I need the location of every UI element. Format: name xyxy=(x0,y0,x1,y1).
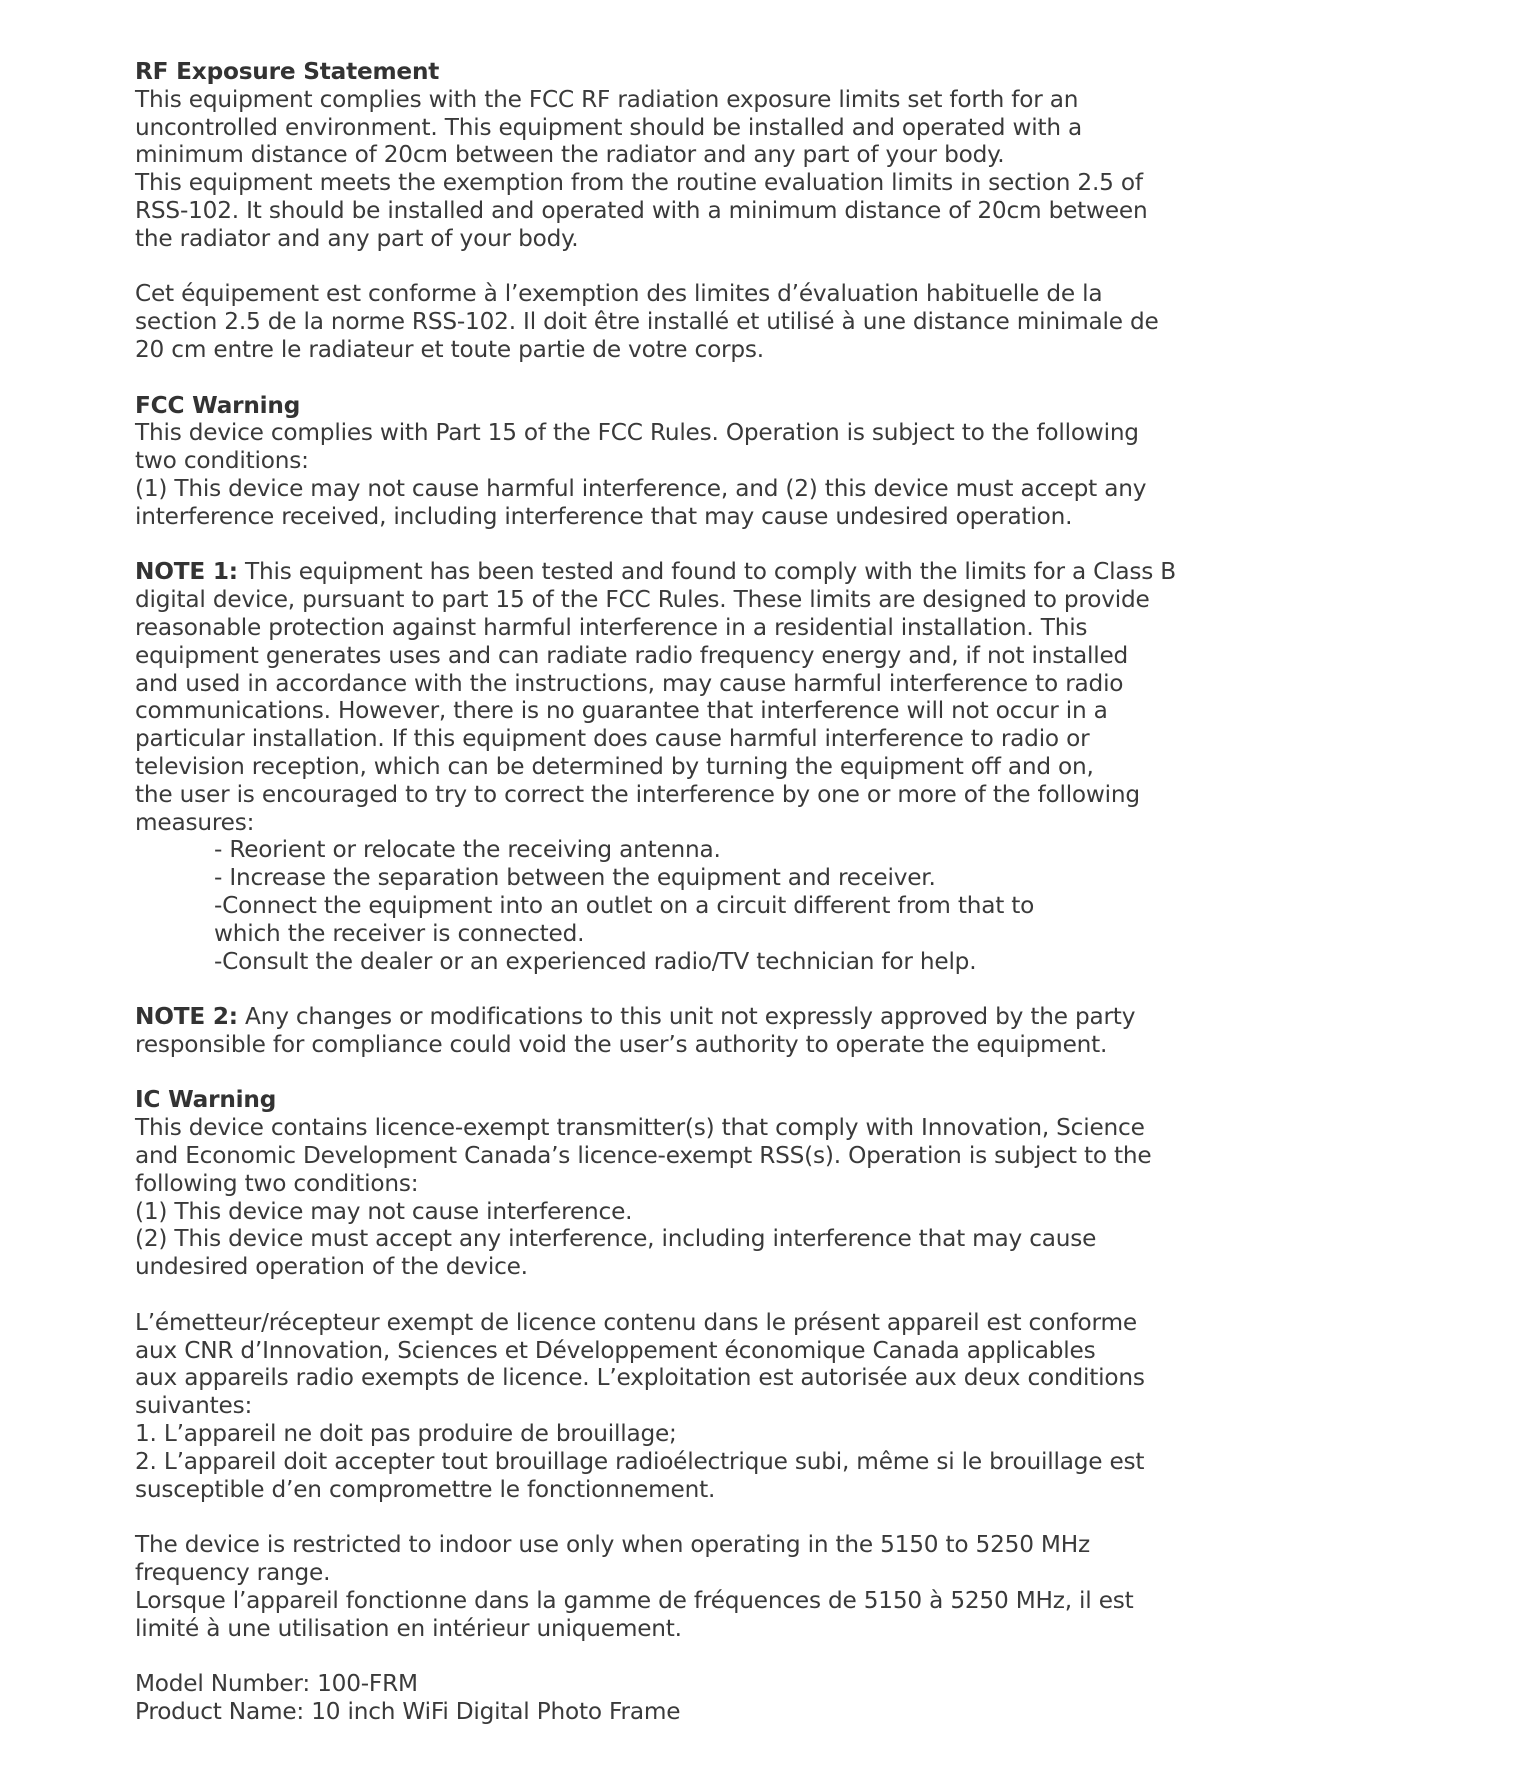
fcc-line: interference received, including interference that may cause undesired operation. xyxy=(135,502,1073,530)
fcc-line: This device complies with Part 15 of the FCC Rules. Operation is subject to the following xyxy=(135,419,1139,447)
measure-item: - Increase the separation between the equipment and receiver. xyxy=(214,864,936,892)
note-2-line: responsible for compliance could void the user’s authority to operate the equipment. xyxy=(135,1030,1108,1058)
fcc-line: two conditions: xyxy=(135,447,309,475)
product-name: Product Name: 10 inch WiFi Digital Photo Frame xyxy=(135,1698,681,1726)
ic-fr-line: 1. L’appareil ne doit pas produire de brouillage; xyxy=(135,1420,677,1448)
spacer xyxy=(135,975,1275,1003)
note-1-line: television reception, which can be determined by turning the equipment off and on, xyxy=(135,752,1094,780)
fcc-warning-heading: FCC Warning xyxy=(135,391,301,419)
fcc-warning-section xyxy=(135,392,1275,531)
note-1-line: the user is encouraged to try to correct the interference by one or more of the following xyxy=(135,780,1140,808)
ic-warning-section xyxy=(135,1086,1275,1503)
rf-fr-line: 20 cm entre le radiateur et toute partie de votre corps. xyxy=(135,335,764,363)
measure-item: - Reorient or relocate the receiving antenna. xyxy=(214,836,721,864)
fcc-line: (1) This device may not cause harmful interference, and (2) this device must accept any xyxy=(135,474,1147,502)
model-number: Model Number: 100-FRM xyxy=(135,1670,418,1698)
ic-warning-heading: IC Warning xyxy=(135,1086,277,1114)
ic-fr-line: suivantes: xyxy=(135,1392,253,1420)
ic-fr-line: aux CNR d’Innovation, Sciences et Développement économique Canada applicables xyxy=(135,1336,1096,1364)
rf-line: RSS-102. It should be installed and operated with a minimum distance of 20cm between xyxy=(135,196,1148,224)
note-1-first-line xyxy=(135,558,1275,586)
note-2-label: NOTE 2: xyxy=(135,1003,238,1031)
note-2-text: Any changes or modifications to this unit not expressly approved by the party xyxy=(237,1003,1136,1031)
spacer xyxy=(135,1059,1275,1087)
rf-line: This equipment meets the exemption from the routine evaluation limits in section 2.5 of xyxy=(135,169,1143,197)
rf-line: minimum distance of 20cm between the radiator and any part of your body. xyxy=(135,141,1005,169)
rf-fr-line: section 2.5 de la norme RSS-102. Il doit être installé et utilisé à une distance minimale de xyxy=(135,308,1159,336)
note-1-line: and used in accordance with the instructions, may cause harmful interference to radio xyxy=(135,669,1124,697)
rf-line: the radiator and any part of your body. xyxy=(135,224,579,252)
indoor-use-section xyxy=(135,1531,1275,1642)
indoor-line: limité à une utilisation en intérieur uniquement. xyxy=(135,1614,682,1642)
ic-fr-line: L’émetteur/récepteur exempt de licence contenu dans le présent appareil est conforme xyxy=(135,1308,1137,1336)
spacer xyxy=(135,1503,1275,1531)
indoor-line: Lorsque l’appareil fonctionne dans la gamme de fréquences de 5150 à 5250 MHz, il est xyxy=(135,1586,1134,1614)
spacer xyxy=(135,364,1275,392)
note-1-text: This equipment has been tested and found to comply with the limits for a Class B xyxy=(237,558,1177,586)
note-2-first-line xyxy=(135,1003,1275,1031)
spacer xyxy=(135,1281,1275,1309)
indoor-line: frequency range. xyxy=(135,1559,331,1587)
ic-line: (2) This device must accept any interference, including interference that may cause xyxy=(135,1225,1097,1253)
ic-fr-line: 2. L’appareil doit accepter tout brouillage radioélectrique subi, même si le brouillage est xyxy=(135,1447,1145,1475)
rf-exposure-section xyxy=(135,58,1275,364)
ic-line: This device contains licence-exempt transmitter(s) that comply with Innovation, Science xyxy=(135,1114,1145,1142)
rf-line: This equipment complies with the FCC RF radiation exposure limits set forth for an xyxy=(135,85,1079,113)
note-1-label: NOTE 1: xyxy=(135,558,238,586)
spacer xyxy=(135,531,1275,559)
spacer xyxy=(135,253,1275,281)
note-1-line: particular installation. If this equipment does cause harmful interference to radio or xyxy=(135,725,1090,753)
measure-item: -Consult the dealer or an experienced radio/TV technician for help. xyxy=(214,947,977,975)
ic-line: following two conditions: xyxy=(135,1169,419,1197)
measure-item: -Connect the equipment into an outlet on a circuit different from that to xyxy=(214,891,1035,919)
rf-fr-line: Cet équipement est conforme à l’exemption des limites d’évaluation habituelle de la xyxy=(135,280,1103,308)
product-info-section xyxy=(135,1670,1275,1726)
ic-fr-line: susceptible d’en compromettre le fonctionnement. xyxy=(135,1475,716,1503)
ic-fr-line: aux appareils radio exempts de licence. L’exploitation est autorisée aux deux conditions xyxy=(135,1364,1145,1392)
note-1-line: reasonable protection against harmful interference in a residential installation. This xyxy=(135,613,1088,641)
note-1-line: measures: xyxy=(135,808,255,836)
rf-line: uncontrolled environment. This equipment should be installed and operated with a xyxy=(135,113,1083,141)
ic-line: and Economic Development Canada’s licence-exempt RSS(s). Operation is subject to the xyxy=(135,1142,1152,1170)
ic-line: undesired operation of the device. xyxy=(135,1253,528,1281)
regulatory-document xyxy=(135,58,1275,1726)
note-1-line: communications. However, there is no guarantee that interference will not occur in a xyxy=(135,697,1108,725)
measure-item: which the receiver is connected. xyxy=(214,919,585,947)
note-2-section xyxy=(135,1003,1275,1059)
ic-line: (1) This device may not cause interference. xyxy=(135,1197,633,1225)
rf-exposure-heading: RF Exposure Statement xyxy=(135,58,440,85)
note-1-section xyxy=(135,558,1275,975)
note-1-line: digital device, pursuant to part 15 of the FCC Rules. These limits are designed to provide xyxy=(135,586,1150,614)
note-1-line: equipment generates uses and can radiate radio frequency energy and, if not installed xyxy=(135,641,1129,669)
indoor-line: The device is restricted to indoor use only when operating in the 5150 to 5250 MHz xyxy=(135,1531,1090,1559)
spacer xyxy=(135,1642,1275,1670)
